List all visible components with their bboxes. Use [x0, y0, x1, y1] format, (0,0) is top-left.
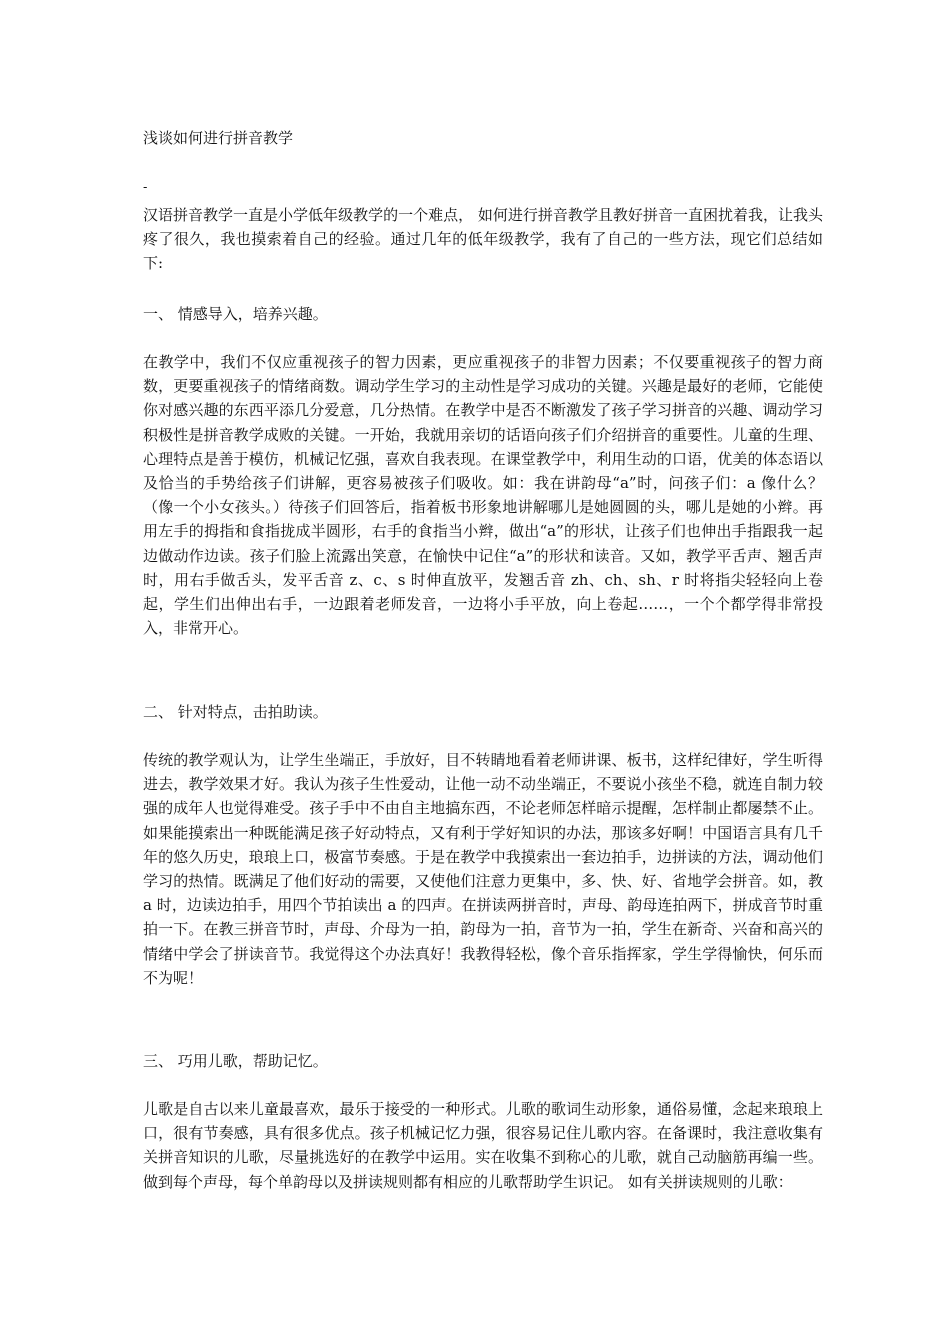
- section-2-body: 传统的教学观认为，让学生坐端正，手放好，目不转睛地看着老师讲课、板书，这样纪律好，学生听得进去，教学效果才好。我认为孩子生性爱动，让他一动不动坐端正，不要说小孩坐不稳，就连自制力较强的成年人也觉得难受。孩子手中不由自主地搞东西，不论老师怎样暗示提醒，怎样制止都屡禁不止。如果能摸索出一种既能满足孩子好动特点，又有利于学好知识的办法，那该多好啊！中国语言具有几千年的悠久历史，琅琅上口，极富节奏感。于是在教学中我摸索出一套边拍手，边拼读的方法，调动他们学习的热情。既满足了他们好动的需要，又使他们注意力更集中，多、快、好、省地学会拼音。如，教 a 时，边读边拍手，用四个节拍读出 a 的四声。在拼读两拼音时，声母、韵母连拍两下，拼成音节时重拍一下。在教三拼音节时，声母、介母为一拍，韵母为一拍，音节为一拍，学生在新奇、兴奋和高兴的情绪中学会了拼读音节。我觉得这个办法真好！我教得轻松，像个音乐指挥家，学生学得愉快，何乐而不为呢！: [143, 751, 823, 987]
- section-1-heading: 一、 情感导入，培养兴趣。: [143, 305, 328, 323]
- intro-paragraph: 汉语拼音教学一直是小学低年级教学的一个难点， 如何进行拼音教学且教好拼音一直困扰着我，让我头疼了很久，我也摸索着自己的经验。通过几年的低年级教学，我有了自己的一些方法，现它们总结如下:: [143, 206, 823, 273]
- section-3-heading: 三、 巧用儿歌，帮助记忆。: [143, 1052, 328, 1070]
- separator-dash: -: [143, 180, 148, 195]
- section-3-body: 儿歌是自古以来儿童最喜欢，最乐于接受的一种形式。儿歌的歌词生动形象，通俗易懂，念起来琅琅上口，很有节奏感，具有很多优点。孩子机械记忆力强，很容易记住儿歌内容。在备课时，我注意收集有关拼音知识的儿歌，尽量挑选好的在教学中运用。实在收集不到称心的儿歌，就自己动脑筋再编一些。做到每个声母，每个单韵母以及拼读规则都有相应的儿歌帮助学生识记。 如有关拼读规则的儿歌：: [143, 1100, 823, 1191]
- section-1-body: 在教学中，我们不仅应重视孩子的智力因素，更应重视孩子的非智力因素；不仅要重视孩子的智力商数，更要重视孩子的情绪商数。调动学生学习的主动性是学习成功的关键。兴趣是最好的老师，它能使你对感兴趣的东西平添几分爱意，几分热情。在教学中是否不断激发了孩子学习拼音的兴趣、调动学习积极性是拼音教学成败的关键。一开始，我就用亲切的话语向孩子们介绍拼音的重要性。儿童的生理、心理特点是善于模仿，机械记忆强，喜欢自我表现。在课堂教学中，利用生动的口语，优美的体态语以及恰当的手势给孩子们讲解，更容易被孩子们吸收。如：我在讲韵母“a”时，问孩子们：a 像什么？（像一个小女孩头。）待孩子们回答后，指着板书形象地讲解哪儿是她圆圆的头，哪儿是她的小辫。再用左手的拇指和食指拢成半圆形，右手的食指当小辫，做出“a”的形状，让孩子们也伸出手指跟我一起边做动作边读。孩子们脸上流露出笑意，在愉快中记住“a”的形状和读音。又如，教学平舌声、翘舌声时，用右手做舌头，发平舌音 z、c、s 时伸直放平，发翘舌音 zh、ch、sh、r 时将指尖轻轻向上卷起，学生们出伸出右手，一边跟着老师发音，一边将小手平放，向上卷起……，一个个都学得非常投入，非常开心。: [143, 353, 823, 638]
- section-2-heading: 二、 针对特点，击拍助读。: [143, 703, 328, 721]
- document-title: 浅谈如何进行拼音教学: [143, 129, 294, 147]
